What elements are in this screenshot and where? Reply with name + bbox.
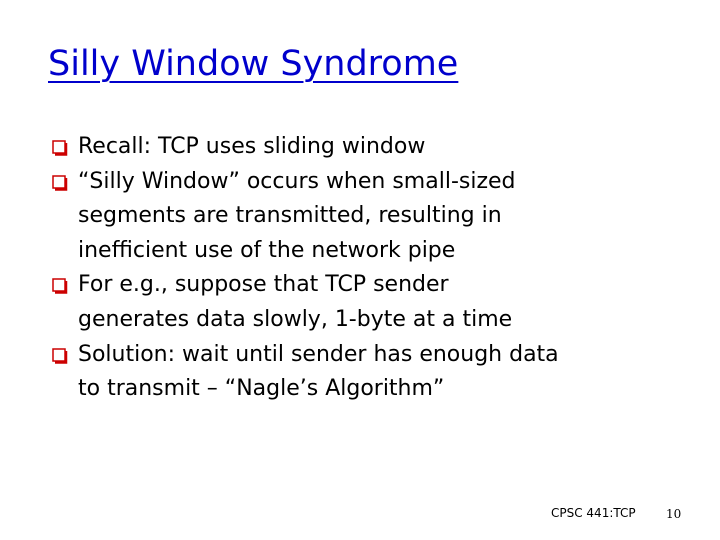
bullet-text: Solution: wait until sender has enough data to transmit – “Nagle’s Algorithm” bbox=[78, 341, 559, 402]
footer-label: CPSC 441:TCP bbox=[551, 506, 636, 520]
bullet-text: Recall: TCP uses sliding window bbox=[78, 134, 426, 159]
bullet-item bbox=[48, 165, 688, 269]
bullet-text: For e.g., suppose that TCP sender generates data slowly, 1-byte at a time bbox=[78, 272, 513, 332]
bullet-item bbox=[48, 338, 688, 407]
page-number: 10 bbox=[666, 507, 682, 521]
bullet-text: “Silly Window” occurs when small-sized segments are transmitted, resulting in inefficient use of the network pipe bbox=[78, 168, 516, 263]
checkbox-square-icon bbox=[52, 140, 68, 156]
checkbox-square-icon bbox=[52, 278, 68, 294]
bullet-item bbox=[48, 268, 688, 337]
bullet-item bbox=[48, 130, 688, 165]
slide-title: Silly Window Syndrome bbox=[48, 44, 459, 84]
checkbox-square-icon bbox=[52, 348, 68, 364]
bullet-list bbox=[48, 130, 688, 407]
checkbox-square-icon bbox=[52, 175, 68, 191]
